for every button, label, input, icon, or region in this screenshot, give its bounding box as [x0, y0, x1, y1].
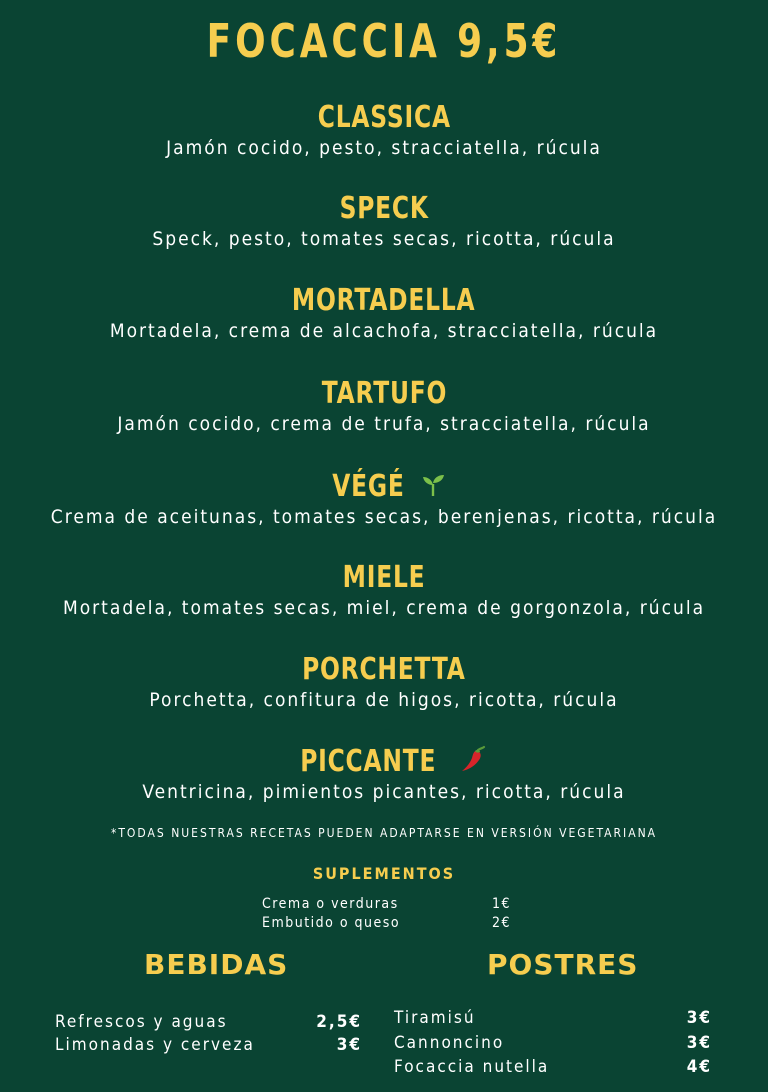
menu-item	[0, 744, 768, 804]
menu-item	[0, 376, 768, 436]
menu-item	[0, 560, 768, 620]
supplement-price: 1€	[492, 896, 512, 912]
menu-item	[0, 191, 768, 251]
dessert-label: Focaccia nutella	[394, 1057, 550, 1077]
menu-item	[0, 469, 768, 529]
drink-price: 3€	[336, 1035, 362, 1055]
item-name: MORTADELLA	[292, 283, 476, 318]
item-name-text: PICCANTE	[299, 744, 437, 779]
item-name: CLASSICA	[317, 100, 451, 135]
chili-pepper-icon	[459, 745, 487, 773]
drink-label: Limonadas y cerveza	[55, 1035, 255, 1055]
item-name-text: VÉGÉ	[331, 469, 405, 504]
item-name: PORCHETTA	[302, 652, 466, 687]
item-description: Porchetta, confitura de higos, ricotta, rúcula	[149, 689, 619, 711]
item-description: Mortadela, crema de alcachofa, stracciatella, rúcula	[109, 320, 659, 342]
drink-label: Refrescos y aguas	[55, 1012, 228, 1032]
item-description: Mortadela, tomates secas, miel, crema de gorgonzola, rúcula	[62, 597, 706, 619]
dessert-label: Tiramisú	[394, 1008, 476, 1028]
item-description: Crema de aceitunas, tomates secas, berenjenas, ricotta, rúcula	[50, 506, 718, 528]
menu-item	[0, 283, 768, 343]
item-description: Ventricina, pimientos picantes, ricotta, rúcula	[142, 781, 626, 803]
menu-item	[0, 100, 768, 160]
dessert-price: 3€	[686, 1008, 712, 1028]
bebidas-title: BEBIDAS	[144, 948, 289, 981]
item-name	[300, 744, 436, 780]
drink-price: 2,5€	[316, 1012, 362, 1032]
vegetarian-note: *TODAS NUESTRAS RECETAS PUEDEN ADAPTARSE EN VERSIÓN VEGETARIANA	[110, 826, 658, 840]
supplement-label: Crema o verduras	[262, 896, 399, 912]
supplement-label: Embutido o queso	[262, 915, 401, 931]
dessert-label: Cannoncino	[394, 1033, 505, 1053]
dessert-price: 4€	[686, 1057, 712, 1077]
supplement-price: 2€	[492, 915, 512, 931]
postres-title: POSTRES	[487, 948, 639, 981]
item-name: SPECK	[339, 191, 429, 226]
sprout-icon	[420, 472, 446, 498]
dessert-price: 3€	[686, 1033, 712, 1053]
item-name	[332, 469, 404, 505]
item-description: Speck, pesto, tomates secas, ricotta, rúcula	[152, 228, 616, 250]
menu-item	[0, 652, 768, 712]
item-description: Jamón cocido, crema de trufa, stracciatella, rúcula	[117, 413, 651, 435]
page-title: FOCACCIA 9,5€	[206, 14, 562, 68]
item-description: Jamón cocido, pesto, stracciatella, rúcula	[166, 137, 602, 159]
item-name: MIELE	[342, 560, 426, 595]
suplementos-title: SUPLEMENTOS	[312, 864, 456, 883]
item-name: TARTUFO	[321, 376, 447, 411]
